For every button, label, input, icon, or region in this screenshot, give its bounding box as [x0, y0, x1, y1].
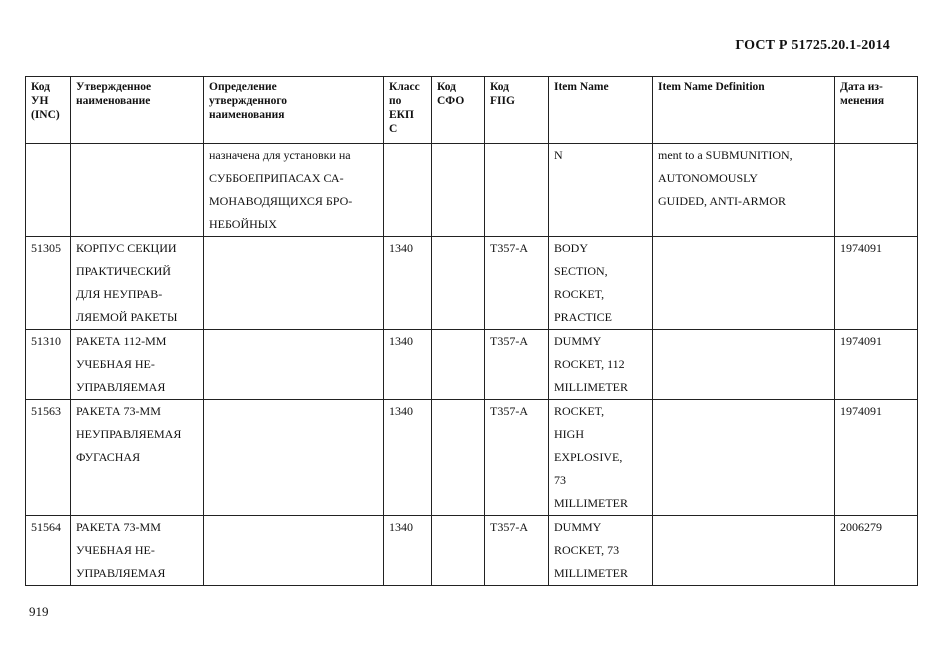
cell-sfo	[432, 400, 485, 516]
cell-class	[384, 144, 432, 237]
cell-line: ПРАКТИЧЕСКИЙ	[76, 264, 171, 278]
cell-line: BODY	[554, 241, 589, 255]
cell-item-name	[549, 237, 653, 330]
cell-line: ДЛЯ НЕУПРАВ-	[76, 287, 163, 301]
cell-line: наименования	[209, 109, 285, 121]
cell-item-name	[549, 516, 653, 586]
cell-line: MILLIMETER	[554, 496, 628, 510]
cell-item-name-definition	[653, 516, 835, 586]
cell-fiig	[485, 144, 549, 237]
table-row	[26, 400, 918, 516]
header-item-name-definition	[653, 77, 835, 144]
cell-line: Item Name	[554, 81, 609, 93]
cell-definition	[204, 400, 384, 516]
cell-date	[835, 144, 918, 237]
cell-line: НЕУПРАВЛЯЕМАЯ	[76, 427, 182, 441]
cell-line: HIGH	[554, 427, 584, 441]
cell-line: ROCKET, 112	[554, 357, 625, 371]
cell-line: по	[389, 95, 402, 107]
header-name-definition	[204, 77, 384, 144]
cell-line: N	[554, 148, 563, 162]
cell-line: УПРАВЛЯЕМАЯ	[76, 566, 166, 580]
cell-date: 1974091	[835, 400, 918, 516]
header-approved-name	[71, 77, 204, 144]
table-row	[26, 237, 918, 330]
cell-line: С	[389, 123, 398, 135]
cell-item-name-definition	[653, 144, 835, 237]
cell-inc: 51305	[26, 237, 71, 330]
cell-line: НЕБОЙНЫХ	[209, 217, 277, 231]
cell-sfo	[432, 330, 485, 400]
cell-line: 73	[554, 473, 566, 487]
cell-line: УПРАВЛЯЕМАЯ	[76, 380, 166, 394]
cell-line: (INC)	[31, 109, 60, 121]
cell-line: EXPLOSIVE,	[554, 450, 623, 464]
cell-fiig: T357-A	[485, 400, 549, 516]
cell-name	[71, 330, 204, 400]
cell-line: УН	[31, 95, 49, 107]
cell-item-name-definition	[653, 237, 835, 330]
cell-line: Дата из-	[840, 81, 883, 93]
cell-date: 2006279	[835, 516, 918, 586]
table-row	[26, 516, 918, 586]
cell-line: утвержденного	[209, 95, 288, 107]
document-title: ГОСТ Р 51725.20.1-2014	[735, 38, 890, 53]
cell-definition	[204, 516, 384, 586]
cell-line: менения	[840, 95, 885, 107]
cell-fiig: T357-A	[485, 516, 549, 586]
cell-line: СУББОЕПРИПАСАХ СА-	[209, 171, 344, 185]
cell-line: Код	[437, 81, 457, 93]
cell-name	[71, 400, 204, 516]
table-row-continuation	[26, 144, 918, 237]
cell-line: SECTION,	[554, 264, 608, 278]
table-row	[26, 330, 918, 400]
header-inc	[26, 77, 71, 144]
cell-date: 1974091	[835, 330, 918, 400]
header-item-name	[549, 77, 653, 144]
cell-line: Код	[490, 81, 510, 93]
cell-class: 1340	[384, 237, 432, 330]
cell-inc: 51310	[26, 330, 71, 400]
cell-line: ROCKET, 73	[554, 543, 620, 557]
cell-item-name	[549, 144, 653, 237]
table-header-row	[26, 77, 918, 144]
cell-line: УЧЕБНАЯ НЕ-	[76, 543, 155, 557]
cell-line: РАКЕТА 73-ММ	[76, 404, 161, 418]
cell-line: DUMMY	[554, 520, 602, 534]
cell-line: PRACTICE	[554, 310, 613, 324]
cell-line: ROCKET,	[554, 287, 605, 301]
cell-line: GUIDED, ANTI-ARMOR	[658, 194, 786, 208]
cell-line: Класс	[389, 81, 420, 93]
header-sfo-code	[432, 77, 485, 144]
cell-line: назначена для установки на	[209, 148, 351, 162]
header-class	[384, 77, 432, 144]
cell-line: МОНАВОДЯЩИХСЯ БРО-	[209, 194, 353, 208]
items-table	[25, 76, 918, 586]
cell-item-name-definition	[653, 400, 835, 516]
cell-line: AUTONOMOUSLY	[658, 171, 758, 185]
cell-line: Определение	[209, 81, 277, 93]
cell-line: Код	[31, 81, 51, 93]
cell-item-name	[549, 400, 653, 516]
cell-item-name-definition	[653, 330, 835, 400]
cell-sfo	[432, 516, 485, 586]
cell-line: ЛЯЕМОЙ РАКЕТЫ	[76, 310, 178, 324]
cell-class: 1340	[384, 400, 432, 516]
cell-line: Утвержденное	[76, 81, 152, 93]
cell-sfo	[432, 237, 485, 330]
cell-line: ROCKET,	[554, 404, 605, 418]
cell-line: DUMMY	[554, 334, 602, 348]
cell-line: РАКЕТА 73-ММ	[76, 520, 161, 534]
cell-definition	[204, 330, 384, 400]
cell-line: FIIG	[490, 95, 515, 107]
cell-sfo	[432, 144, 485, 237]
cell-line: КОРПУС СЕКЦИИ	[76, 241, 177, 255]
cell-line: MILLIMETER	[554, 566, 628, 580]
cell-line: УЧЕБНАЯ НЕ-	[76, 357, 155, 371]
cell-name	[71, 144, 204, 237]
cell-fiig: T357-A	[485, 330, 549, 400]
cell-line: СФО	[437, 95, 465, 107]
cell-line: Item Name Definition	[658, 81, 765, 93]
cell-line: ment to a SUBMUNITION,	[658, 148, 793, 162]
cell-line: ФУГАСНАЯ	[76, 450, 141, 464]
cell-line: РАКЕТА 112-ММ	[76, 334, 167, 348]
cell-class: 1340	[384, 516, 432, 586]
cell-date: 1974091	[835, 237, 918, 330]
cell-definition	[204, 237, 384, 330]
cell-fiig: T357-A	[485, 237, 549, 330]
cell-inc: 51563	[26, 400, 71, 516]
cell-inc	[26, 144, 71, 237]
header-change-date	[835, 77, 918, 144]
cell-inc: 51564	[26, 516, 71, 586]
cell-definition	[204, 144, 384, 237]
cell-name	[71, 516, 204, 586]
cell-class: 1340	[384, 330, 432, 400]
cell-line: наименование	[76, 95, 151, 107]
cell-name	[71, 237, 204, 330]
page-number: 919	[29, 604, 49, 619]
header-fiig-code	[485, 77, 549, 144]
cell-line: MILLIMETER	[554, 380, 628, 394]
cell-line: ЕКП	[389, 109, 414, 121]
cell-item-name	[549, 330, 653, 400]
